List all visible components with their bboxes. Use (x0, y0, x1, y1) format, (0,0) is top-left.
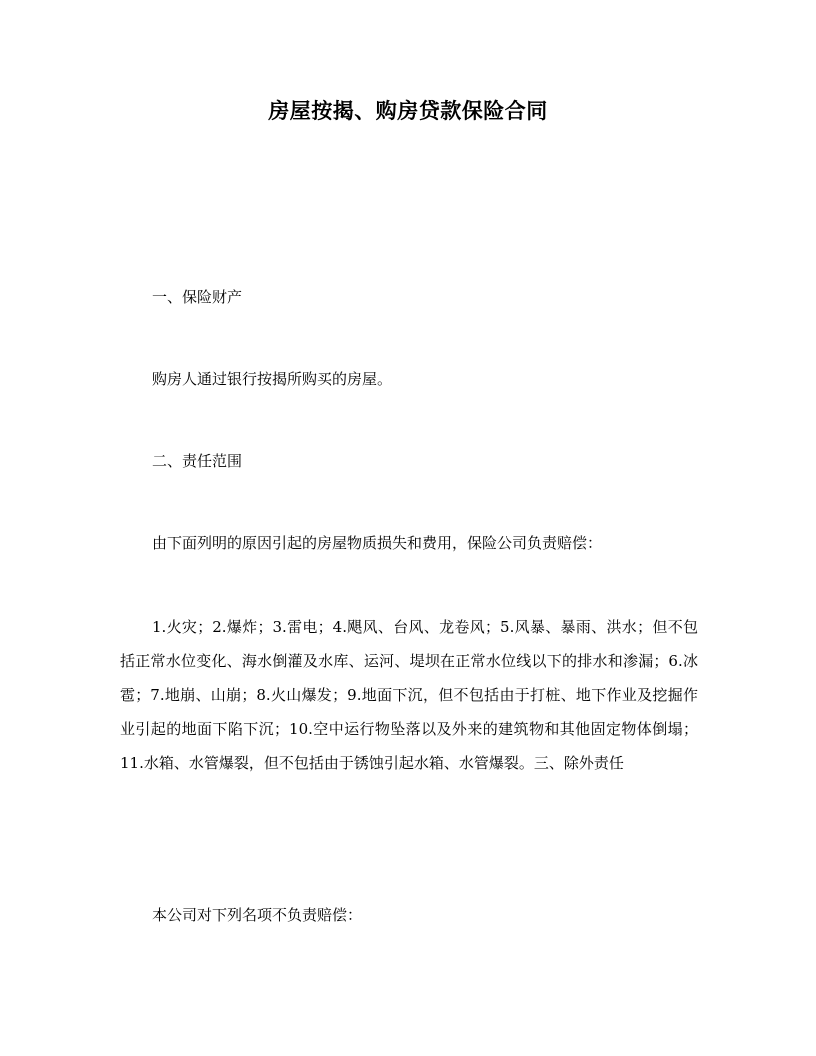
paragraph-exclusions-intro: 本公司对下列名项不负责赔偿： (152, 906, 363, 924)
paragraph-insured-property: 购房人通过银行按揭所购买的房屋。 (152, 370, 393, 388)
section-heading-insured-property: 一、保险财产 (152, 288, 243, 306)
paragraph-liability-intro: 由下面列明的原因引起的房屋物质损失和费用，保险公司负责赔偿： (152, 534, 603, 552)
paragraph-covered-perils: 1.火灾；2.爆炸；3.雷电；4.飓风、台风、龙卷风；5.风暴、暴雨、洪水；但不包括正常水位变化、海水倒灌及水库、运河、堤坝在正常水位线以下的排水和渗漏；6.冰雹；7.地崩、山崩；8.火山爆发；9.地面下沉，但不包括由于打桩、地下作业及挖掘作业引起的地面下陷下沉；10.空中运行物坠落以及外来的建筑物和其他固定物体倒塌； 11.水箱、水管爆裂，但不包括由于锈蚀引起水箱、水管爆裂。三、除外责任 (120, 618, 698, 772)
section-heading-liability-scope: 二、责任范围 (152, 452, 243, 470)
document-title: 房屋按揭、购房贷款保险合同 (268, 98, 548, 123)
